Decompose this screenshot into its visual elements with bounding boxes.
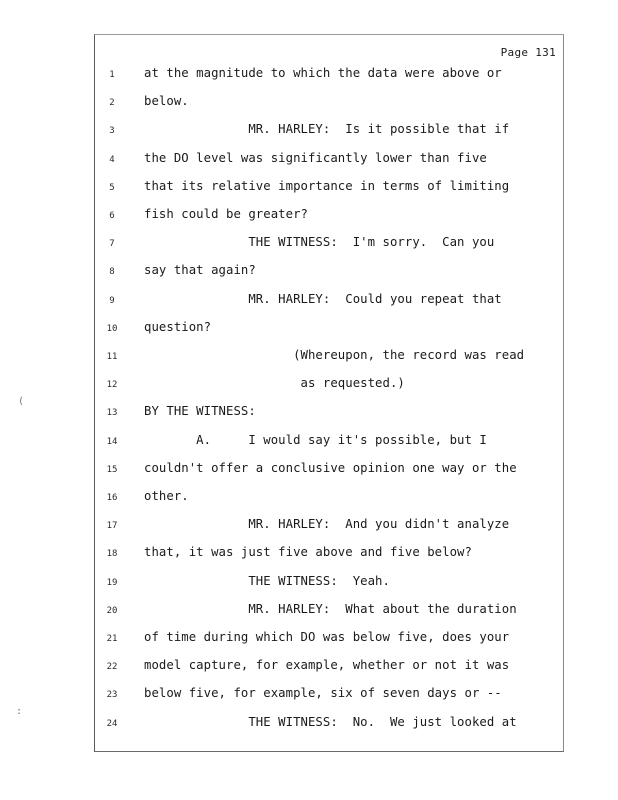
margin-mark: : bbox=[16, 706, 23, 717]
transcript-line bbox=[0, 658, 618, 678]
line-text: MR. HARLEY: And you didn't analyze bbox=[144, 517, 510, 532]
line-text: that, it was just five above and five below? bbox=[144, 545, 472, 560]
line-number: 20 bbox=[106, 605, 118, 616]
line-text: question? bbox=[144, 319, 212, 334]
line-number: 6 bbox=[109, 211, 115, 221]
line-text: at the magnitude to which the data were above or bbox=[144, 66, 502, 80]
line-number: 1 bbox=[109, 70, 115, 80]
line-number: 9 bbox=[109, 295, 115, 306]
transcript-line bbox=[0, 715, 618, 735]
line-text: THE WITNESS: Yeah. bbox=[144, 573, 390, 588]
transcript-line bbox=[0, 574, 618, 594]
transcript-line bbox=[0, 545, 618, 565]
line-number: 3 bbox=[109, 126, 115, 137]
line-number: 4 bbox=[109, 154, 115, 165]
line-text: MR. HARLEY: Could you repeat that bbox=[144, 291, 502, 306]
transcript-line bbox=[0, 602, 618, 622]
page-number: Page 131 bbox=[500, 46, 556, 59]
line-text: MR. HARLEY: What about the duration bbox=[144, 601, 517, 616]
line-number: 18 bbox=[106, 549, 118, 560]
line-number: 10 bbox=[106, 323, 118, 334]
line-number: 7 bbox=[109, 239, 115, 250]
line-text: MR. HARLEY: Is it possible that if bbox=[144, 122, 510, 137]
line-text: below. bbox=[144, 94, 189, 109]
transcript-line bbox=[0, 66, 618, 86]
line-number: 17 bbox=[106, 521, 118, 532]
transcript-line bbox=[0, 376, 618, 396]
transcript-line bbox=[0, 179, 618, 199]
line-number: 12 bbox=[106, 380, 118, 391]
line-text: model capture, for example, whether or not it was bbox=[144, 658, 510, 673]
line-text: THE WITNESS: I'm sorry. Can you bbox=[144, 235, 495, 250]
transcript-line bbox=[0, 235, 618, 255]
transcript-line bbox=[0, 433, 618, 453]
line-number: 23 bbox=[106, 690, 118, 701]
transcript-line bbox=[0, 461, 618, 481]
line-number: 5 bbox=[109, 182, 115, 193]
line-number: 19 bbox=[106, 577, 118, 588]
line-text: BY THE WITNESS: bbox=[144, 404, 256, 419]
transcript-line bbox=[0, 630, 618, 650]
transcript-line bbox=[0, 94, 618, 114]
line-text: A. I would say it's possible, but I bbox=[144, 432, 487, 447]
line-text: (Whereupon, the record was read bbox=[144, 348, 525, 362]
line-number: 8 bbox=[109, 267, 115, 278]
line-number: 2 bbox=[109, 98, 115, 109]
transcript-line bbox=[0, 348, 618, 368]
line-text: that its relative importance in terms of limiting bbox=[144, 178, 510, 193]
line-text: the DO level was significantly lower than five bbox=[144, 150, 487, 165]
line-text: THE WITNESS: No. We just looked at bbox=[144, 714, 517, 729]
transcript-line bbox=[0, 686, 618, 706]
line-text: fish could be greater? bbox=[144, 207, 308, 221]
transcript-line bbox=[0, 207, 618, 227]
line-number: 13 bbox=[106, 408, 118, 419]
line-text: of time during which DO was below five, does your bbox=[144, 630, 510, 644]
line-number: 21 bbox=[106, 634, 118, 644]
line-text: couldn't offer a conclusive opinion one way or the bbox=[144, 460, 517, 475]
line-text: below five, for example, six of seven days or -- bbox=[144, 686, 502, 701]
transcript-line bbox=[0, 122, 618, 142]
transcript-line bbox=[0, 517, 618, 537]
line-number: 14 bbox=[106, 436, 118, 447]
line-text: say that again? bbox=[144, 263, 256, 278]
line-text: other. bbox=[144, 489, 189, 503]
transcript-line bbox=[0, 404, 618, 424]
line-text: as requested.) bbox=[144, 376, 405, 391]
transcript-line bbox=[0, 489, 618, 509]
transcript-line bbox=[0, 263, 618, 283]
transcript-line bbox=[0, 151, 618, 171]
transcript-line bbox=[0, 292, 618, 312]
transcript-line bbox=[0, 320, 618, 340]
line-number: 11 bbox=[106, 352, 118, 362]
line-number: 16 bbox=[106, 493, 118, 503]
line-number: 15 bbox=[106, 464, 118, 475]
line-number: 22 bbox=[106, 662, 118, 673]
margin-mark: ( bbox=[18, 396, 25, 407]
line-number: 24 bbox=[106, 718, 118, 729]
